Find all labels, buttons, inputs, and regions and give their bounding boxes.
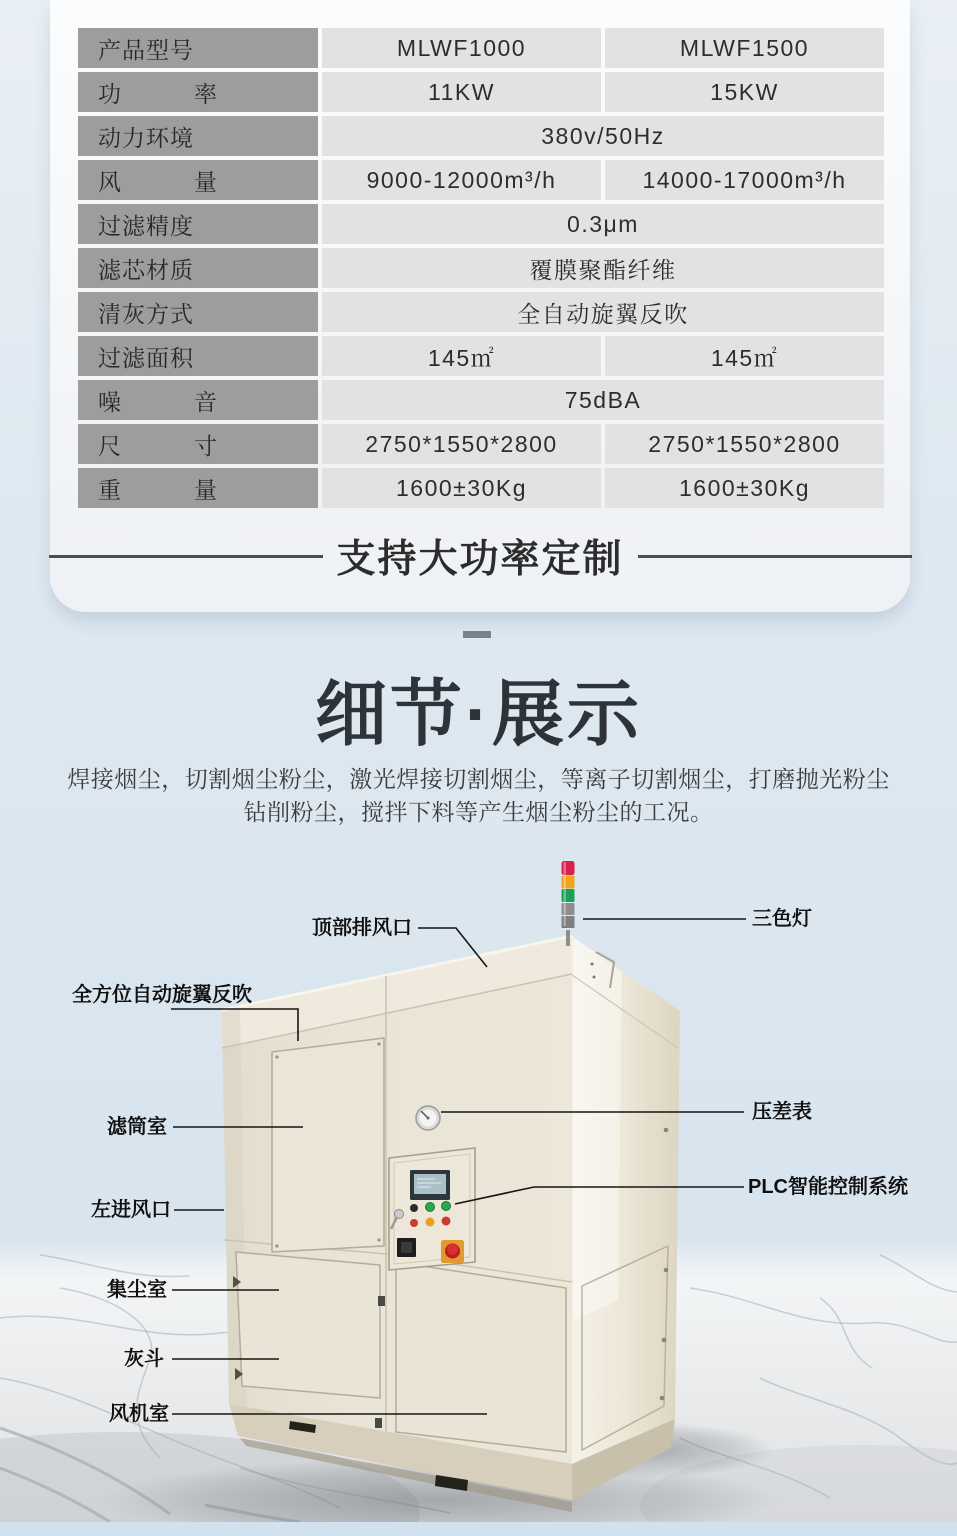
table-row: [78, 116, 884, 156]
spec-label: 过滤精度: [78, 204, 318, 244]
stack-light-amber: [562, 876, 575, 889]
spec-value: MLWF1000: [322, 28, 601, 68]
table-row: [78, 292, 884, 332]
stack-light-green: [562, 889, 575, 902]
table-row: [78, 28, 884, 68]
panel-button-green: [426, 1203, 435, 1212]
callout-dust-chamber: 集尘室: [107, 1279, 167, 1301]
callout-pressure-gauge: 压差表: [752, 1101, 812, 1123]
tricolor-stack-light: [562, 861, 575, 946]
panel-button-green: [442, 1202, 451, 1211]
callout-fan-chamber: 风机室: [109, 1403, 169, 1425]
machine-figure: [0, 850, 957, 1536]
spec-label: 产品型号: [78, 28, 318, 68]
description-line2: 钻削粉尘，搅拌下料等产生烟尘粉尘的工况。: [243, 799, 714, 825]
spec-value: 380v/50Hz: [322, 116, 884, 156]
banner-left-line: [49, 555, 323, 558]
filter-chamber-door: [272, 1038, 384, 1252]
control-panel: [389, 1148, 475, 1270]
panel-button-amber: [426, 1218, 435, 1227]
panel-button-red: [410, 1219, 418, 1227]
spec-value: 15KW: [605, 72, 884, 112]
spec-value: 11KW: [322, 72, 601, 112]
table-row: [78, 468, 884, 508]
spec-value: 全自动旋翼反吹: [322, 292, 884, 332]
panel-button-red: [442, 1217, 451, 1226]
bottom-strip: [0, 1522, 957, 1536]
section-description: [0, 763, 957, 829]
table-row: [78, 160, 884, 200]
table-row: [78, 336, 884, 376]
callout-filter-chamber: 滤筒室: [107, 1116, 167, 1138]
section-divider-dash: [463, 631, 491, 638]
callout-top-vent: 顶部排风口: [312, 917, 412, 939]
callout-tricolor-light: 三色灯: [752, 908, 812, 930]
spec-label: 动力环境: [78, 116, 318, 156]
table-row: [78, 204, 884, 244]
spec-value: 75dBA: [322, 380, 884, 420]
stack-light-red: [562, 861, 575, 875]
banner-text: 支持大功率定制: [336, 538, 624, 581]
spec-value: 2750*1550*2800: [605, 424, 884, 464]
spec-card: [50, 0, 910, 612]
spec-value: 145㎡: [605, 336, 884, 376]
spec-value: 0.3μm: [322, 204, 884, 244]
description-line1: 焊接烟尘，切割烟尘粉尘，激光焊接切割烟尘，等离子切割烟尘，打磨抛光粉尘: [67, 766, 890, 792]
spec-table: [78, 28, 884, 508]
spec-value: 1600±30Kg: [322, 468, 601, 508]
spec-value: MLWF1500: [605, 28, 884, 68]
spec-value: 145㎡: [322, 336, 601, 376]
machine-cabinet: [222, 936, 680, 1512]
callout-ash-hopper: 灰斗: [124, 1348, 164, 1370]
spec-label: 清灰方式: [78, 292, 318, 332]
callout-rotor-blowback: 全方位自动旋翼反吹: [72, 984, 252, 1006]
fan-chamber-door: [396, 1262, 566, 1452]
dust-chamber-door: [236, 1252, 380, 1398]
spec-label: 风 量: [78, 160, 318, 200]
spec-label: 噪 音: [78, 380, 318, 420]
spec-value: 覆膜聚酯纤维: [322, 248, 884, 288]
table-row: [78, 248, 884, 288]
pressure-gauge: [416, 1106, 440, 1130]
spec-value: 9000-12000m³/h: [322, 160, 601, 200]
spec-label: 过滤面积: [78, 336, 318, 376]
table-row: [78, 424, 884, 464]
callout-plc-system: PLC智能控制系统: [748, 1176, 908, 1198]
custom-power-banner: [50, 528, 910, 584]
callout-left-inlet: 左进风口: [91, 1199, 171, 1221]
table-row: [78, 380, 884, 420]
spec-label: 滤芯材质: [78, 248, 318, 288]
banner-right-line: [638, 555, 912, 558]
spec-label: 重 量: [78, 468, 318, 508]
spec-value: 2750*1550*2800: [322, 424, 601, 464]
spec-label: 功 率: [78, 72, 318, 112]
table-row: [78, 72, 884, 112]
section-title: 细节·展示: [315, 675, 642, 755]
spec-value: 14000-17000m³/h: [605, 160, 884, 200]
spec-label: 尺 寸: [78, 424, 318, 464]
spec-value: 1600±30Kg: [605, 468, 884, 508]
panel-button-black: [410, 1204, 418, 1212]
